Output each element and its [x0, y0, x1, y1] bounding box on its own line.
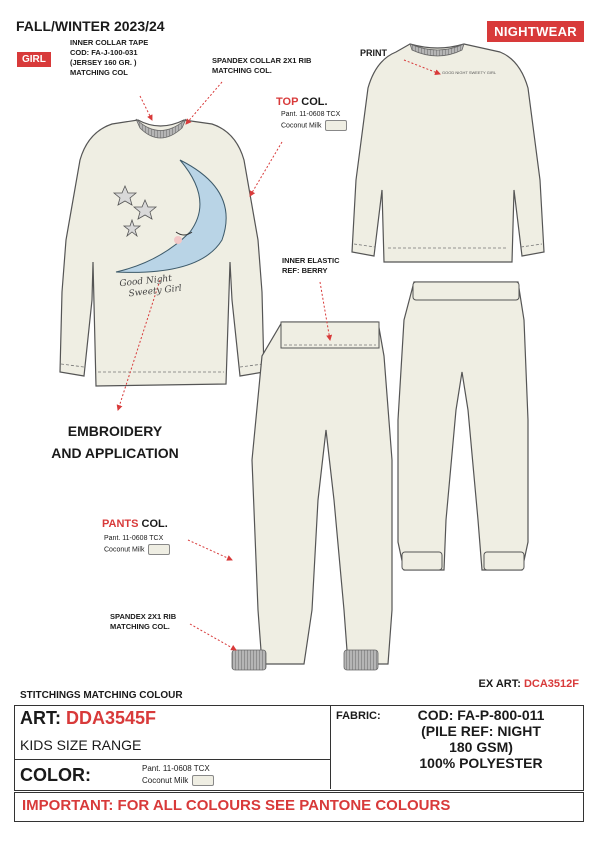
top-colour-note: Pant. 11-0608 TCX Coconut Milk: [281, 110, 347, 131]
top-col-heading: TOP COL.: [276, 96, 328, 108]
footer-warning: IMPORTANT: FOR ALL COLOURS SEE PANTONE COLOURS: [22, 797, 451, 814]
pants-col-heading: PANTS COL.: [102, 518, 168, 530]
top-colour-swatch: [325, 120, 347, 131]
fabric-label: FABRIC:: [336, 710, 381, 722]
back-print-text: GOOD NIGHT SWEETY GIRL: [442, 70, 497, 75]
category-badge: NIGHTWEAR: [487, 21, 584, 42]
spec-colour-note: Pant. 11-0608 TCX Coconut Milk: [142, 763, 214, 787]
spec-colour-swatch: [192, 775, 214, 786]
front-graphic-text: Good Night Sweety Girl: [119, 273, 183, 300]
collar-tape-note: INNER COLLAR TAPE COD: FA-J-100-031 (JERSEY 160 GR. ) MATCHING COL: [70, 38, 149, 77]
spandex-cuff-note: SPANDEX 2X1 RIB MATCHING COL.: [110, 612, 177, 631]
gender-badge: GIRL: [17, 52, 51, 67]
size-range: KIDS SIZE RANGE: [20, 737, 142, 753]
art-code: ART: DDA3545F: [20, 708, 157, 728]
season-title: FALL/WINTER 2023/24: [16, 18, 165, 34]
inner-elastic-note: INNER ELASTIC REF: BERRY: [282, 256, 340, 275]
ex-art: EX ART: DCA3512F: [478, 678, 579, 690]
spandex-collar-note: SPANDEX COLLAR 2X1 RIB MATCHING COL.: [212, 56, 312, 75]
pants-colour-swatch: [148, 544, 170, 555]
color-label: COLOR:: [20, 765, 91, 785]
print-note: PRINT: [360, 48, 387, 58]
back-pants-sketch: [398, 282, 528, 570]
stitching-note: STITCHINGS MATCHING COLOUR: [20, 690, 183, 701]
front-top-sketch: [60, 119, 264, 386]
pants-colour-note: Pant. 11-0608 TCX Coconut Milk: [104, 534, 170, 555]
fabric-details: COD: FA-P-800-011 (PILE REF: NIGHT 180 GSM) 100% POLYESTER: [417, 707, 545, 771]
back-top-sketch: [352, 44, 544, 262]
front-pants-sketch: [232, 322, 392, 670]
embroidery-note: EMBROIDERY AND APPLICATION: [51, 423, 179, 461]
